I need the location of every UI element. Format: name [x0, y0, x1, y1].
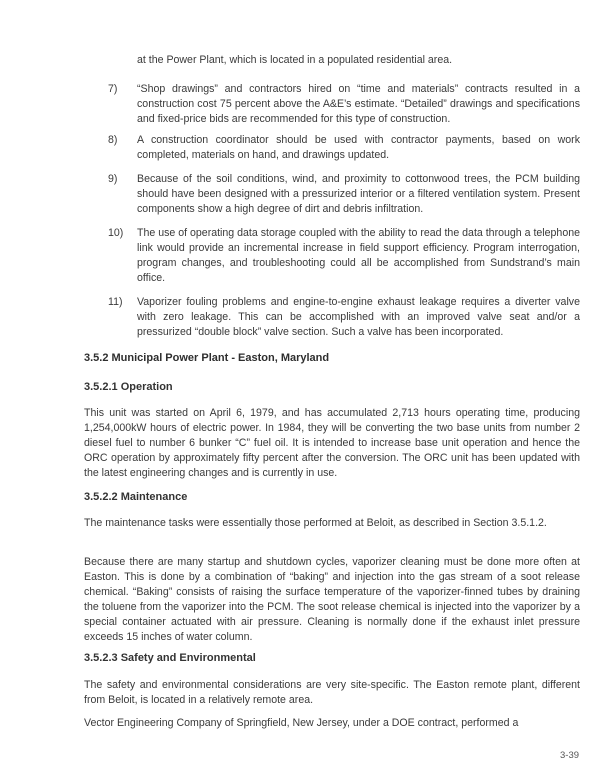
list-item-10 — [108, 226, 580, 286]
list-item-text: Because of the soil conditions, wind, and proximity to cottonwood trees, the PCM building should have been designed with a pressurized interior or a filtered ventilation system. Present components show a high degree of dirt and debris infiltration. — [137, 173, 580, 215]
section-heading: 3.5.2 Municipal Power Plant - Easton, Maryland — [84, 352, 330, 364]
subsection-heading-operation: 3.5.2.1 Operation — [84, 381, 173, 393]
list-item-number: 11) — [108, 296, 123, 308]
list-item-text: A construction coordinator should be used with contractor payments, based on work completed, materials on hand, and drawings updated. — [137, 134, 580, 161]
safety-paragraph-1: The safety and environmental considerations are very site-specific. The Easton remote plant, different from Beloit, is located in a relatively remote area. — [84, 679, 580, 706]
maintenance-paragraph-1: The maintenance tasks were essentially those performed at Beloit, as described in Section 3.5.1.2. — [84, 517, 547, 529]
list-item-text: The use of operating data storage coupled with the ability to read the data through a telephone link would provide an incremental increase in field support efficiency. Program interrogation, program changes, and troubleshooting could all be accomplished from Sundstrand’s main office. — [137, 227, 580, 284]
list-item-9 — [108, 172, 580, 217]
operation-paragraph: This unit was started on April 6, 1979, and has accumulated 2,713 hours operating time, producing 1,254,000kW hours of electric power. In 1984, they will be converting the two base units from number 2 diesel fuel to number 6 bunker “C” fuel oil. It is intended to increase base unit operation and hence the ORC operation by approximately fifty percent after the conversion. The ORC unit has been updated with the latest engineering changes and is currently in use. — [84, 407, 580, 479]
list-item-text: “Shop drawings” and contractors hired on “time and materials” contracts resulted in a construction cost 75 percent above the A&E’s estimate. “Detailed” drawings and specifications and fixed-price bids are recommended for this type of construction. — [137, 83, 580, 125]
subsection-heading-safety: 3.5.2.3 Safety and Environmental — [84, 652, 256, 664]
intro-continuation: at the Power Plant, which is located in a populated residential area. — [137, 54, 453, 66]
list-item-number: 8) — [108, 134, 118, 146]
list-item-text: Vaporizer fouling problems and engine-to-engine exhaust leakage requires a diverter valve with zero leakage. This can be accomplished with an improved valve seat and/or a pressurized “double block” valve section. Such a valve has been incorporated. — [137, 296, 580, 338]
safety-paragraph-2: Vector Engineering Company of Springfield, New Jersey, under a DOE contract, performed a — [84, 717, 519, 729]
list-item-7 — [108, 82, 580, 127]
page-number: 3-39 — [560, 750, 580, 761]
subsection-heading-maintenance: 3.5.2.2 Maintenance — [84, 491, 188, 503]
list-item-number: 7) — [108, 83, 118, 95]
list-item-8 — [108, 133, 580, 163]
list-item-number: 10) — [108, 227, 124, 239]
maintenance-paragraph-2: Because there are many startup and shutdown cycles, vaporizer cleaning must be done more often at Easton. This is done by a combination of “baking” and injection into the gas stream of a soot release chemical. “Baking” consists of raising the surface temperature of the vaporizer-finned tubes by draining the toluene from the vaporizer into the PCM. The soot release chemical is injected into the vaporizer by a special container actuated with air pressure. Cleaning is normally done if the exhaust inlet pressure exceeds 15 inches of water column. — [84, 556, 580, 643]
list-item-11 — [108, 295, 580, 340]
list-item-number: 9) — [108, 173, 118, 185]
